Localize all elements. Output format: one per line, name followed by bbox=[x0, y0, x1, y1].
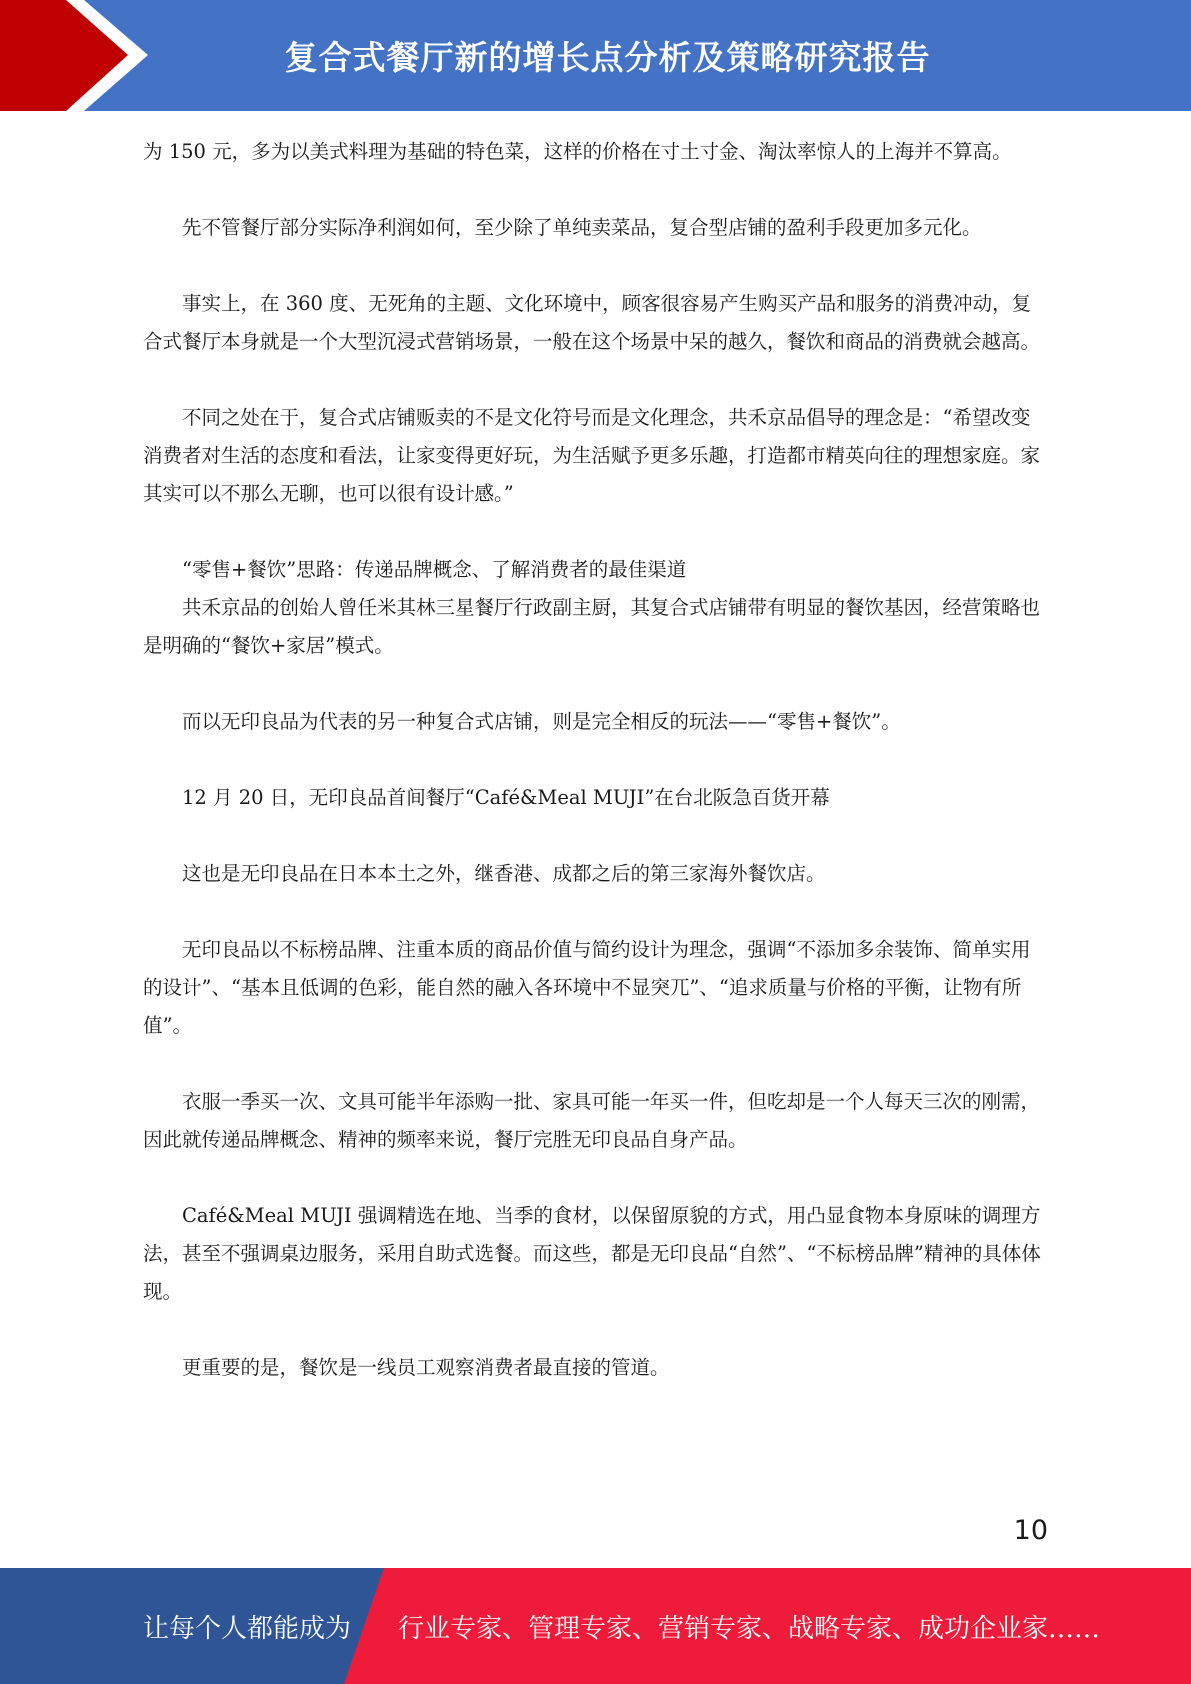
paragraph: 这也是无印良品在日本本土之外，继香港、成都之后的第三家海外餐饮店。 bbox=[182, 862, 826, 885]
footer-slogan-left: 让每个人都能成为 bbox=[143, 1613, 352, 1644]
paragraph: 共禾京品的创始人曾任米其林三星餐厅行政副主厨，其复合式店铺带有明显的餐饮基因，经营策略也是明确的“餐饮+家居”模式。 bbox=[143, 596, 1041, 657]
paragraph: Café&Meal MUJI 强调精选在地、当季的食材，以保留原貌的方式，用凸显食物本身原味的调理方法，甚至不强调桌边服务，采用自助式选餐。而这些，都是无印良品“自然”、“不标榜品牌”精神的具体体现。 bbox=[143, 1204, 1041, 1303]
article-body bbox=[143, 133, 1048, 1387]
paragraph: 为 150 元，多为以美式料理为基础的特色菜，这样的价格在寸土寸金、淘汰率惊人的上海并不算高。 bbox=[143, 140, 1012, 163]
page-footer bbox=[0, 1568, 1191, 1684]
footer-slogan-right: 行业专家、管理专家、营销专家、战略专家、成功企业家…… bbox=[398, 1613, 1101, 1644]
page-number: 10 bbox=[1013, 1515, 1048, 1546]
paragraph: 事实上，在 360 度、无死角的主题、文化环境中，顾客很容易产生购买产品和服务的消费冲动，复合式餐厅本身就是一个大型沉浸式营销场景，一般在这个场景中呆的越久，餐饮和商品的消费就会越高。 bbox=[143, 292, 1041, 353]
paragraph: 12 月 20 日，无印良品首间餐厅“Café&Meal MUJI”在台北阪急百货开幕 bbox=[182, 786, 830, 809]
paragraph: 而以无印良品为代表的另一种复合式店铺，则是完全相反的玩法——“零售+餐饮”。 bbox=[182, 710, 901, 733]
document-title: 复合式餐厅新的增长点分析及策略研究报告 bbox=[284, 38, 931, 77]
paragraph: 更重要的是，餐饮是一线员工观察消费者最直接的管道。 bbox=[182, 1356, 670, 1379]
paragraph: 不同之处在于，复合式店铺贩卖的不是文化符号而是文化理念，共禾京品倡导的理念是：“希望改变消费者对生活的态度和看法，让家变得更好玩，为生活赋予更多乐趣，打造都市精英向往的理想家庭。家其实可以不那么无聊，也可以很有设计感。” bbox=[143, 406, 1041, 505]
paragraph: 无印良品以不标榜品牌、注重本质的商品价值与简约设计为理念，强调“不添加多余装饰、简单实用的设计”、“基本且低调的色彩，能自然的融入各环境中不显突兀”、“追求质量与价格的平衡，让物有所值”。 bbox=[143, 938, 1031, 1037]
page-header bbox=[0, 0, 1191, 111]
section-heading: “零售+餐饮”思路：传递品牌概念、了解消费者的最佳渠道 bbox=[182, 558, 687, 581]
paragraph: 先不管餐厅部分实际净利润如何，至少除了单纯卖菜品，复合型店铺的盈利手段更加多元化。 bbox=[182, 216, 982, 239]
paragraph: 衣服一季买一次、文具可能半年添购一批、家具可能一年买一件，但吃却是一个人每天三次的刚需，因此就传递品牌概念、精神的频率来说，餐厅完胜无印良品自身产品。 bbox=[143, 1090, 1041, 1151]
